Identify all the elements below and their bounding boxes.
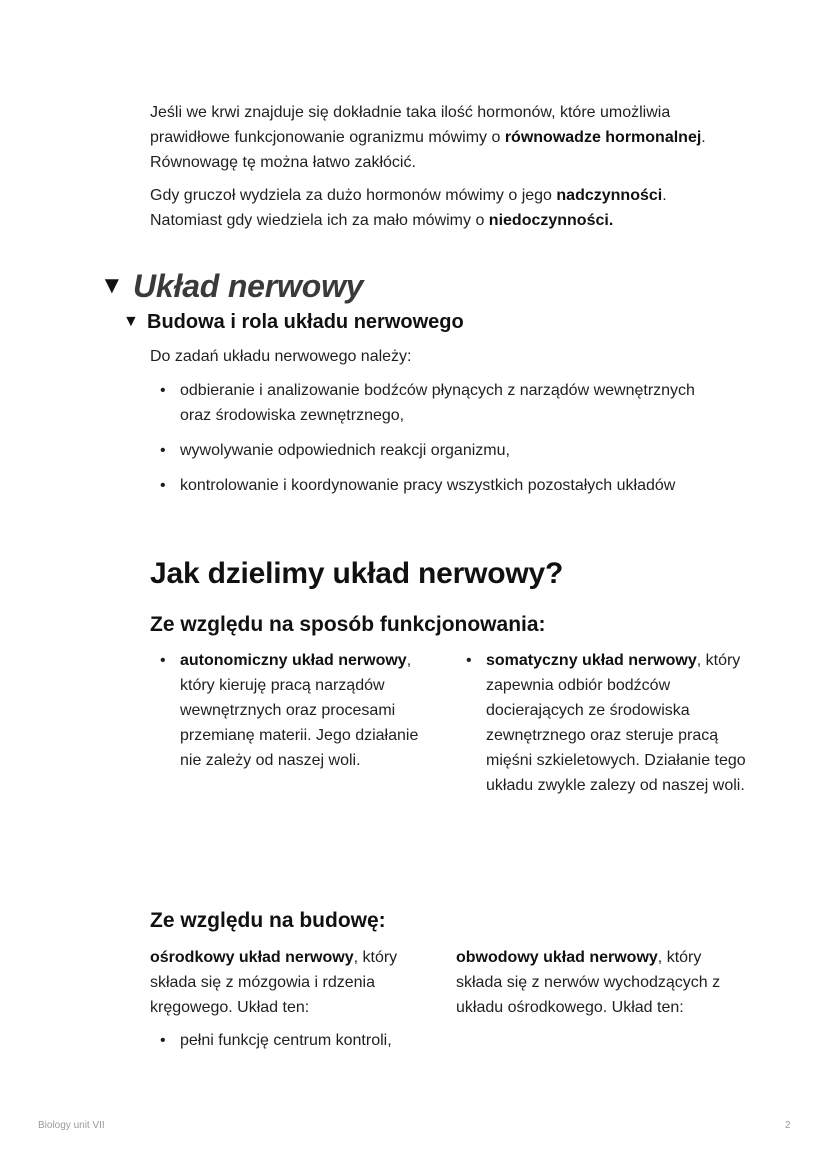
division-heading: Jak dzielimy układ nerwowy? bbox=[150, 557, 564, 590]
triangle-down-icon[interactable]: ▼ bbox=[100, 272, 124, 299]
term-somatic: somatyczny układ nerwowy bbox=[486, 652, 697, 669]
bullet-icon: • bbox=[160, 442, 166, 459]
section-title: Układ nerwowy bbox=[133, 268, 364, 304]
hormone-balance-paragraph: Jeśli we krwi znajduje się dokładnie taka ilość hormonów, które umożliwia prawidłowe funkcjonowanie ogranizmu mówimy o równowadze hormonalnej. Równowagę tę można łatwo zakłócić. bbox=[150, 104, 706, 171]
list-item: • autonomiczny układ nerwowy, który kieruję pracą narządów wewnętrznych oraz procesami przemianę materii. Jego działanie nie zależy od naszej woli. bbox=[150, 648, 440, 773]
tasks-list bbox=[150, 378, 710, 508]
triangle-down-icon[interactable]: ▼ bbox=[123, 313, 139, 330]
central-functions-list bbox=[150, 1028, 440, 1053]
term-hyperfunction: nadczynności bbox=[556, 187, 663, 204]
list-item: • odbieranie i analizowanie bodźców płynących z narządów wewnętrznych oraz środowiska zewnętrznego, bbox=[150, 378, 710, 428]
autonomic-column bbox=[150, 648, 440, 783]
list-item: • pełni funkcję centrum kontroli, bbox=[150, 1028, 440, 1053]
subsection-toggle-structure[interactable] bbox=[123, 308, 464, 336]
bullet-icon: • bbox=[160, 382, 166, 399]
bullet-icon: • bbox=[466, 652, 472, 669]
by-function-heading: Ze względu na sposób funkcjonowania: bbox=[150, 613, 546, 636]
hormone-balance-intro bbox=[150, 100, 740, 241]
tasks-intro: Do zadań układu nerwowego należy: bbox=[150, 348, 412, 365]
term-central: ośrodkowy układ nerwowy bbox=[150, 949, 354, 966]
term-peripheral: obwodowy układ nerwowy bbox=[456, 949, 658, 966]
peripheral-nervous-system-column bbox=[456, 945, 746, 1028]
by-structure-heading: Ze względu na budowę: bbox=[150, 909, 386, 932]
list-item: • wywolywanie odpowiednich reakcji organizmu, bbox=[150, 438, 710, 463]
section-toggle-nervous-system[interactable] bbox=[100, 266, 363, 306]
bullet-icon: • bbox=[160, 652, 166, 669]
subsection-title: Budowa i rola układu nerwowego bbox=[147, 311, 464, 333]
central-nervous-system-column bbox=[150, 945, 440, 1063]
footer-page-number: 2 bbox=[785, 1120, 791, 1131]
list-item: • kontrolowanie i koordynowanie pracy wszystkich pozostałych układów bbox=[150, 473, 710, 498]
gland-activity-paragraph: Gdy gruczoł wydziela za dużo hormonów mówimy o jego nadczynności. Natomiast gdy wiedziela ich za mało mówimy o niedoczynności. bbox=[150, 187, 667, 229]
peripheral-description: obwodowy układ nerwowy, który składa się z nerwów wychodzących z układu ośrodkowego. Układ ten: bbox=[456, 949, 721, 1016]
central-description: ośrodkowy układ nerwowy, który składa się z mózgowia i rdzenia kręgowego. Układ ten: bbox=[150, 949, 398, 1016]
bullet-icon: • bbox=[160, 1032, 166, 1049]
term-hypofunction: niedoczynności. bbox=[488, 212, 614, 229]
footer-document-title: Biology unit VII bbox=[38, 1120, 105, 1131]
somatic-column bbox=[456, 648, 746, 808]
bullet-icon: • bbox=[160, 477, 166, 494]
list-item: • somatyczny układ nerwowy, który zapewnia odbiór bodźców docierających ze środowiska zewnętrznego oraz steruje pracą mięśni szkieletowych. Działanie tego układu zwykle zalezy od naszej woli. bbox=[456, 648, 746, 798]
term-hormonal-balance: równowadze hormonalnej bbox=[504, 129, 702, 146]
term-autonomic: autonomiczny układ nerwowy bbox=[180, 652, 407, 669]
